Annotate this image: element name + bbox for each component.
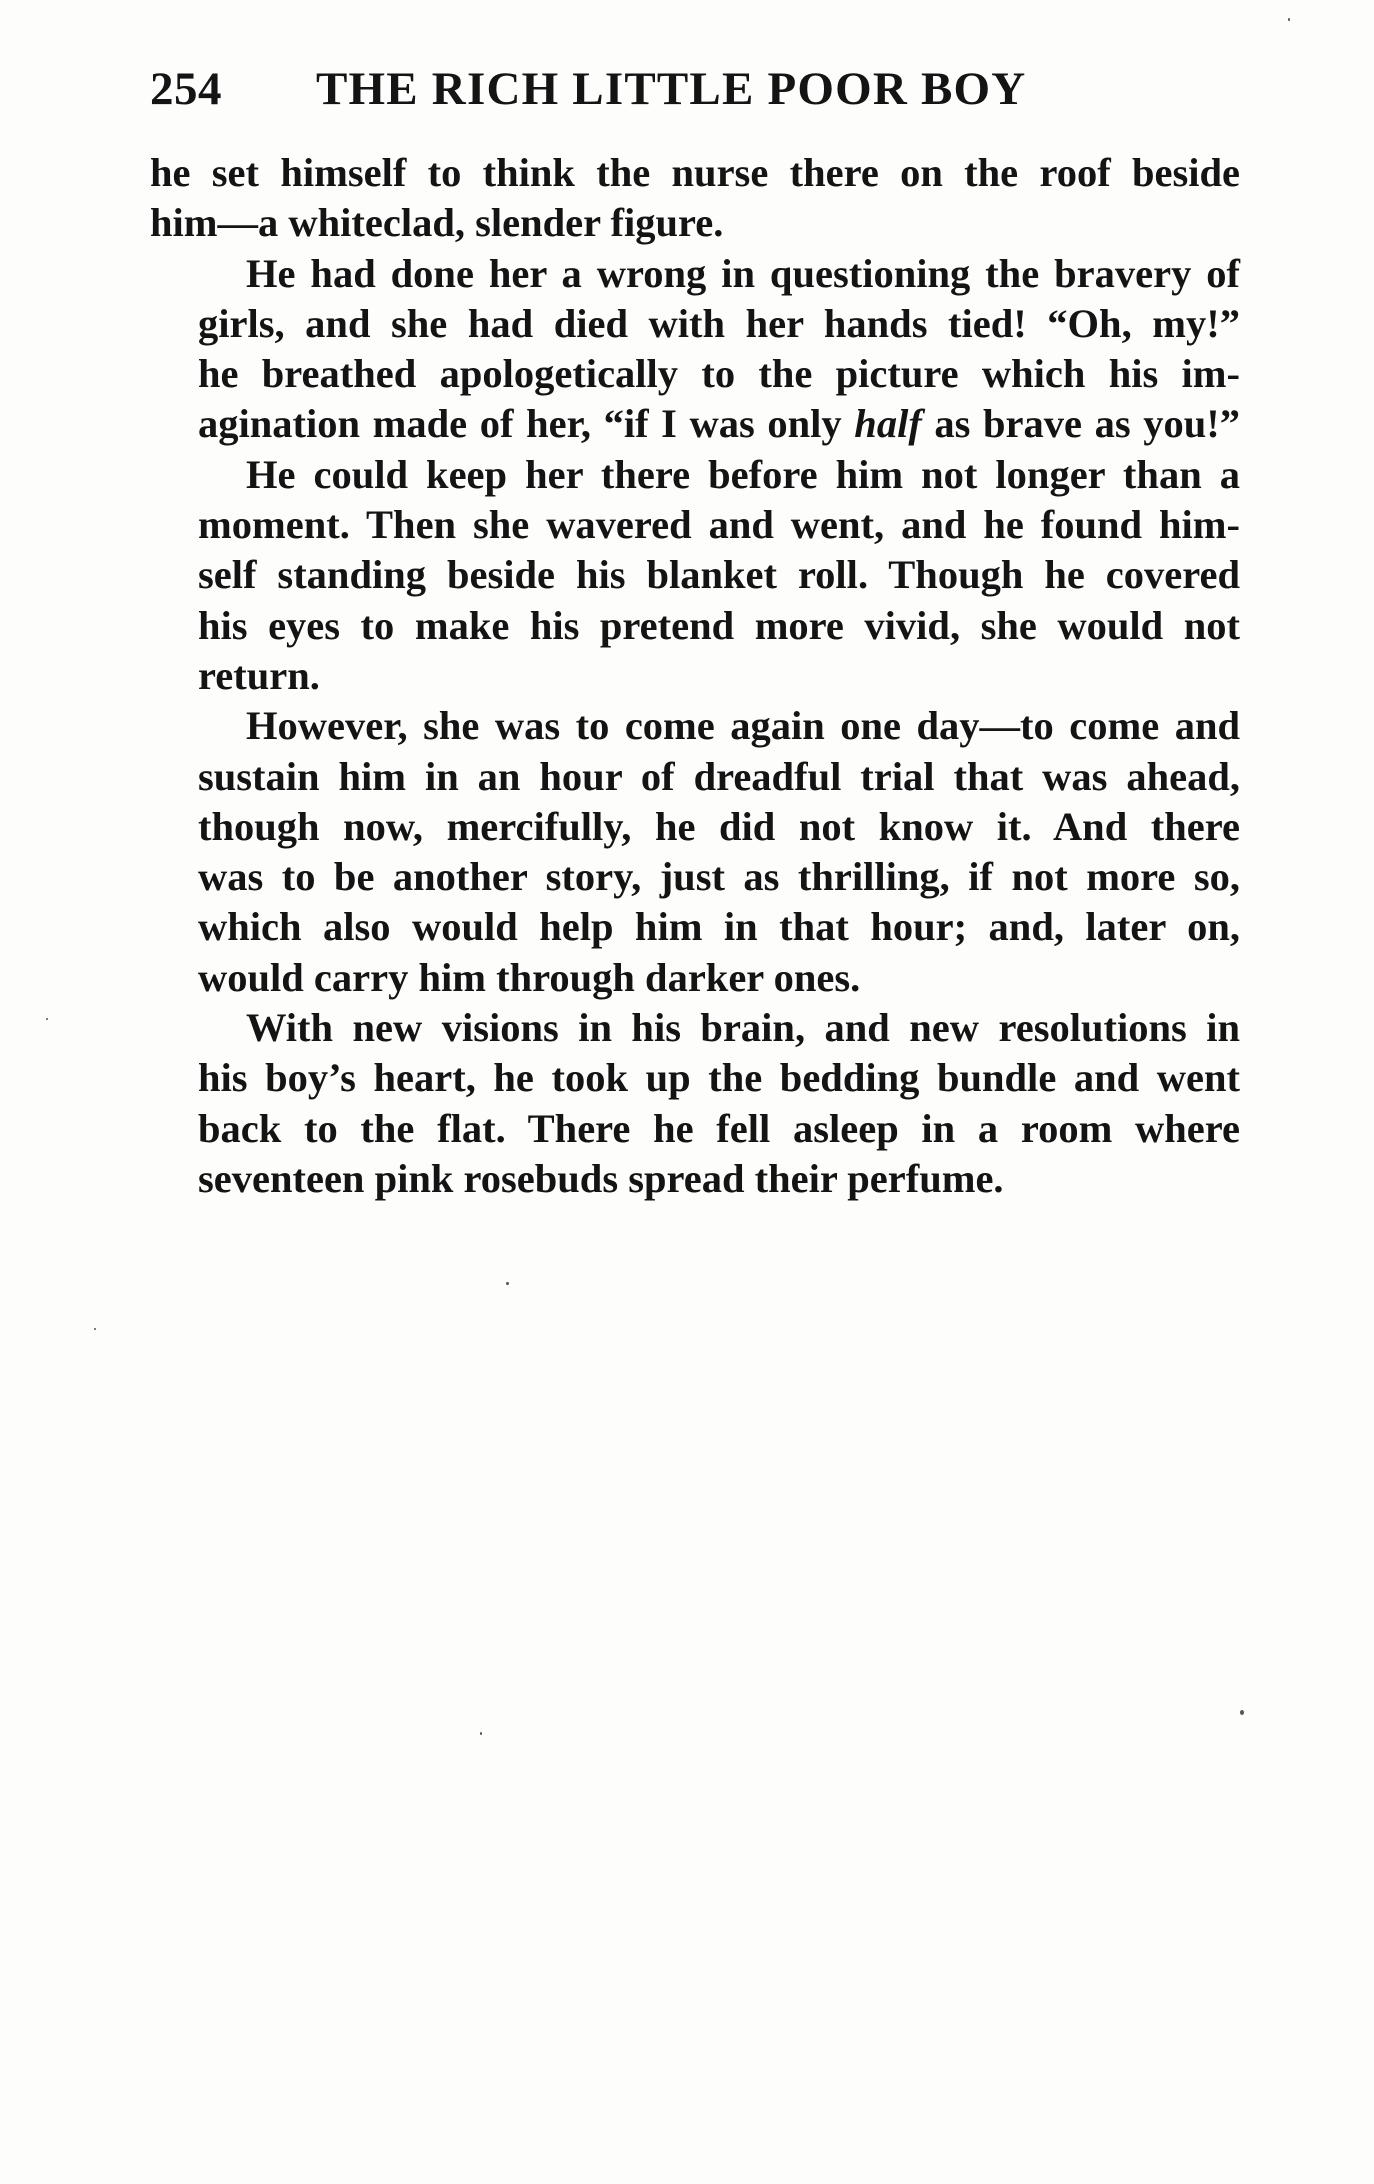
text-line: return. [198,652,320,698]
text-line: sustain him in an hour of dreadful trial that was ahead, [198,753,1240,799]
text-line: back to the flat. There he fell asleep in a room where [198,1105,1240,1151]
paragraph-5 [150,1003,1240,1204]
text-line: though now, mercifully, he did not know it. And there [198,803,1240,849]
text-line-italic [150,399,1240,449]
text-line: He had done her a wrong in questioning the bravery of [246,250,1240,296]
text-line: He could keep her there before him not longer than a [246,451,1240,497]
text-line: self standing beside his blanket roll. Though he covered [198,552,1240,598]
text-line: which also would help him in that hour; and, later on, [198,904,1240,950]
italic-word: half [854,401,922,447]
speck [1240,1710,1244,1715]
text-line: his eyes to make his pretend more vivid, she would not [198,602,1240,648]
text-segment: as brave as you!” [921,401,1240,447]
speck [506,1282,509,1285]
running-title: THE RICH LITTLE POOR BOY [316,63,1027,115]
text-line: his boy’s heart, he took up the bedding bundle and went [198,1055,1240,1101]
page-number: 254 [150,63,222,115]
text-line: However, she was to come again one day—to come and [246,703,1240,749]
text-line: moment. Then she wavered and went, and he found him- [198,502,1240,548]
speck [1288,18,1290,21]
text-line: seventeen pink rosebuds spread their perfume. [198,1155,1004,1201]
paragraph-3 [150,450,1240,701]
body-text [150,148,1240,1204]
speck [480,1732,482,1735]
text-line: he breathed apologetically to the picture which his im- [198,351,1240,397]
paragraph-4 [150,701,1240,1003]
speck [46,1018,48,1020]
text-line: girls, and she had died with her hands tied! “Oh, my!” [198,300,1240,346]
speck [94,1328,96,1330]
text-line: With new visions in his brain, and new resolutions in [246,1005,1240,1051]
page-header [150,62,1240,122]
text-line: would carry him through darker ones. [198,954,861,1000]
paragraph-2 [150,249,1240,450]
text-segment: agination made of her, “if I was only [198,401,855,447]
text-line: him—a whiteclad, slender figure. [150,200,724,246]
paragraph-1 [150,148,1240,249]
text-line: was to be another story, just as thrilling, if not more so, [198,854,1240,900]
text-line: he set himself to think the nurse there on the roof beside [150,150,1240,195]
